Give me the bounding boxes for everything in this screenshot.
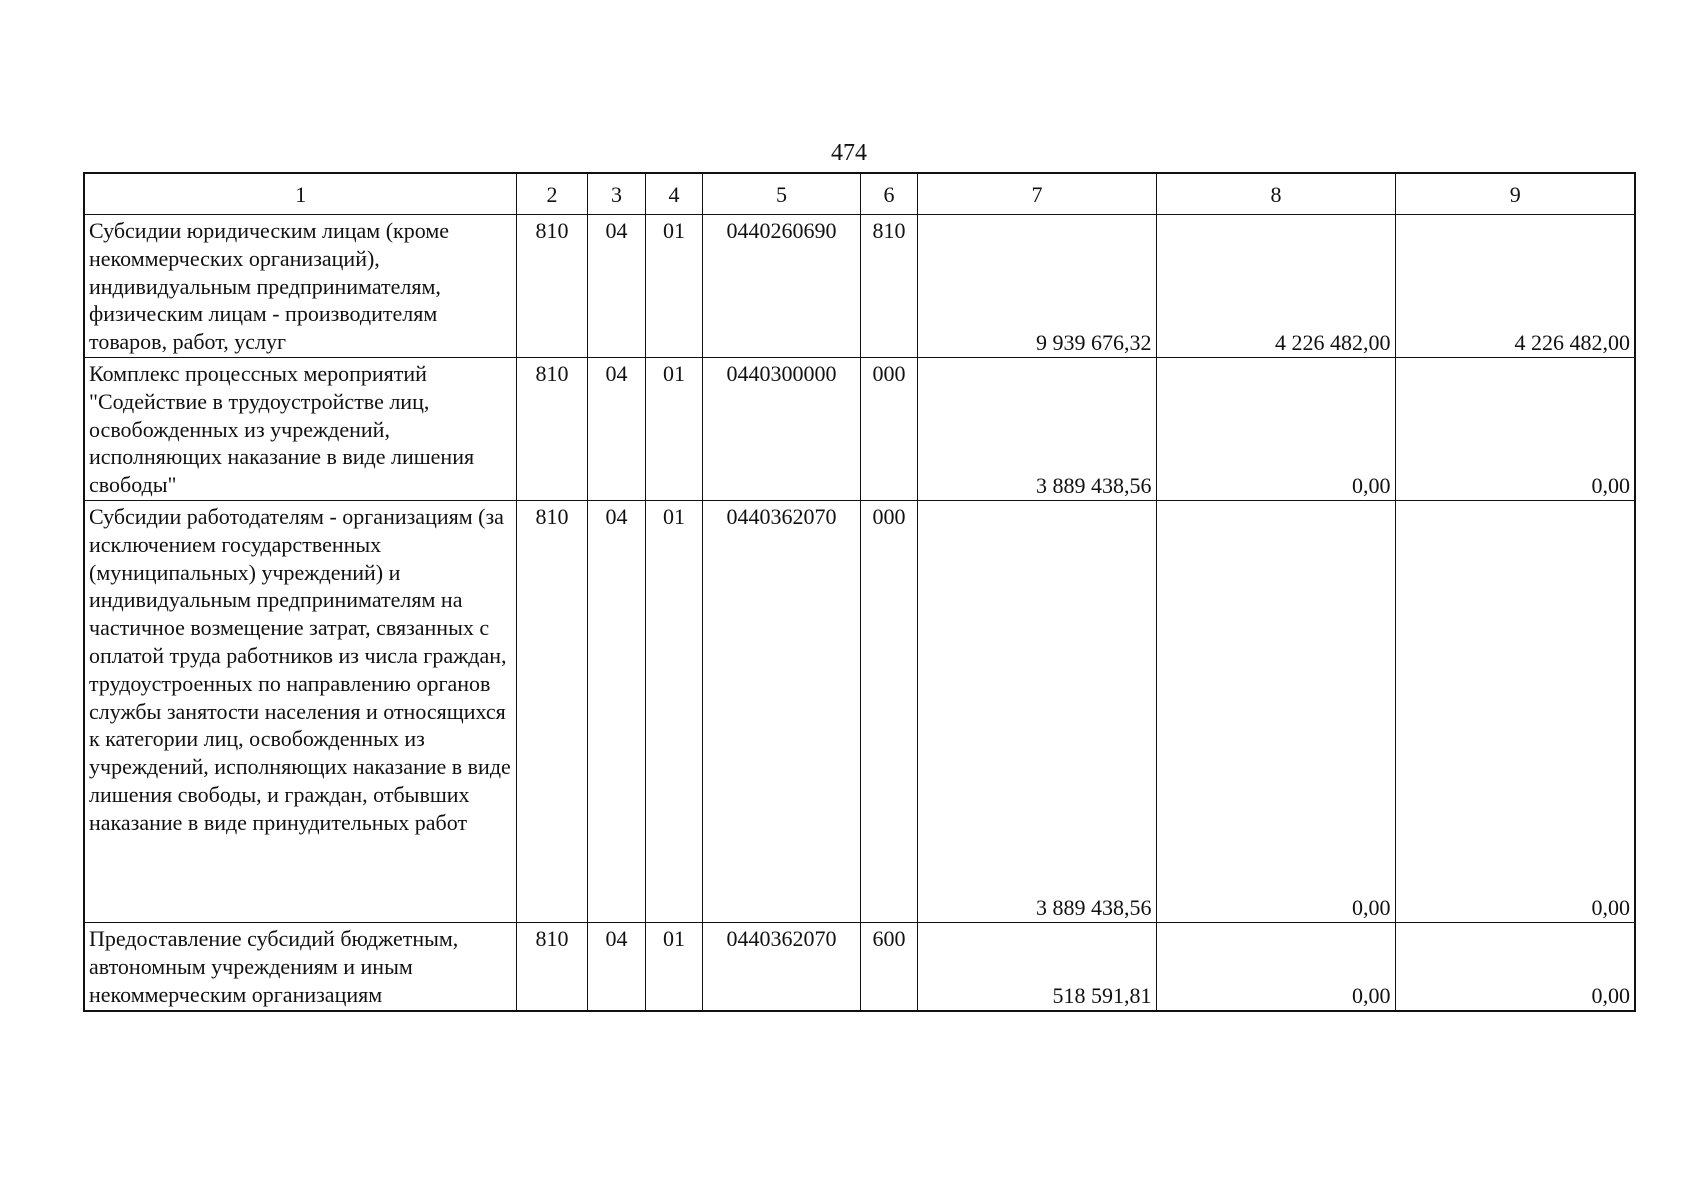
row-subsection-code: 01 bbox=[645, 215, 702, 358]
row-amount-col9: 4 226 482,00 bbox=[1395, 215, 1635, 358]
row-section-code: 04 bbox=[587, 358, 645, 501]
row-section-code: 04 bbox=[587, 923, 645, 1012]
row-amount-col7: 3 889 438,56 bbox=[917, 501, 1156, 923]
row-section-code: 04 bbox=[587, 215, 645, 358]
row-amount-col9: 0,00 bbox=[1395, 501, 1635, 923]
row-admin-code: 810 bbox=[516, 923, 587, 1012]
row-expense-type-code: 810 bbox=[860, 215, 917, 358]
column-header-9: 9 bbox=[1395, 173, 1635, 215]
row-name: Предоставление субсидий бюджетным, автономным учреждениям и иным некоммерческим организациям bbox=[84, 923, 516, 1012]
table-row bbox=[84, 501, 1635, 923]
column-header-6: 6 bbox=[860, 173, 917, 215]
row-amount-col8: 4 226 482,00 bbox=[1156, 215, 1395, 358]
column-header-1: 1 bbox=[84, 173, 516, 215]
row-amount-col8: 0,00 bbox=[1156, 358, 1395, 501]
budget-table bbox=[83, 172, 1636, 1012]
row-name: Комплекс процессных мероприятий "Содействие в трудоустройстве лиц, освобожденных из учреждений, исполняющих наказание в виде лишения свободы" bbox=[84, 358, 516, 501]
row-subsection-code: 01 bbox=[645, 358, 702, 501]
column-header-8: 8 bbox=[1156, 173, 1395, 215]
row-amount-col8: 0,00 bbox=[1156, 501, 1395, 923]
table-row bbox=[84, 358, 1635, 501]
row-subsection-code: 01 bbox=[645, 923, 702, 1012]
table-header-row bbox=[84, 173, 1635, 215]
column-header-3: 3 bbox=[587, 173, 645, 215]
row-expense-type-code: 000 bbox=[860, 358, 917, 501]
row-amount-col7: 9 939 676,32 bbox=[917, 215, 1156, 358]
table-row bbox=[84, 215, 1635, 358]
row-admin-code: 810 bbox=[516, 358, 587, 501]
page-number: 474 bbox=[831, 140, 867, 166]
row-target-code: 0440362070 bbox=[702, 501, 860, 923]
row-target-code: 0440362070 bbox=[702, 923, 860, 1012]
row-amount-col8: 0,00 bbox=[1156, 923, 1395, 1012]
row-amount-col9: 0,00 bbox=[1395, 923, 1635, 1012]
row-expense-type-code: 000 bbox=[860, 501, 917, 923]
row-admin-code: 810 bbox=[516, 501, 587, 923]
row-amount-col7: 3 889 438,56 bbox=[917, 358, 1156, 501]
row-target-code: 0440260690 bbox=[702, 215, 860, 358]
row-amount-col9: 0,00 bbox=[1395, 358, 1635, 501]
table-row bbox=[84, 923, 1635, 1012]
row-subsection-code: 01 bbox=[645, 501, 702, 923]
column-header-5: 5 bbox=[702, 173, 860, 215]
column-header-7: 7 bbox=[917, 173, 1156, 215]
column-header-2: 2 bbox=[516, 173, 587, 215]
row-section-code: 04 bbox=[587, 501, 645, 923]
column-header-4: 4 bbox=[645, 173, 702, 215]
row-admin-code: 810 bbox=[516, 215, 587, 358]
row-target-code: 0440300000 bbox=[702, 358, 860, 501]
row-amount-col7: 518 591,81 bbox=[917, 923, 1156, 1012]
row-name: Субсидии работодателям - организациям (за исключением государственных (муниципальных) учреждений) и индивидуальным предпринимателям на частичное возмещение затрат, связанных с оплатой труда работников из числа граждан, трудоустроенных по направлению органов службы занятости населения и относящихся к категории лиц, освобожденных из учреждений, исполняющих наказание в виде лишения свободы, и граждан, отбывших наказание в виде принудительных работ bbox=[84, 501, 516, 923]
row-expense-type-code: 600 bbox=[860, 923, 917, 1012]
row-name: Субсидии юридическим лицам (кроме некоммерческих организаций), индивидуальным предпринимателям, физическим лицам - производителям товаров, работ, услуг bbox=[84, 215, 516, 358]
